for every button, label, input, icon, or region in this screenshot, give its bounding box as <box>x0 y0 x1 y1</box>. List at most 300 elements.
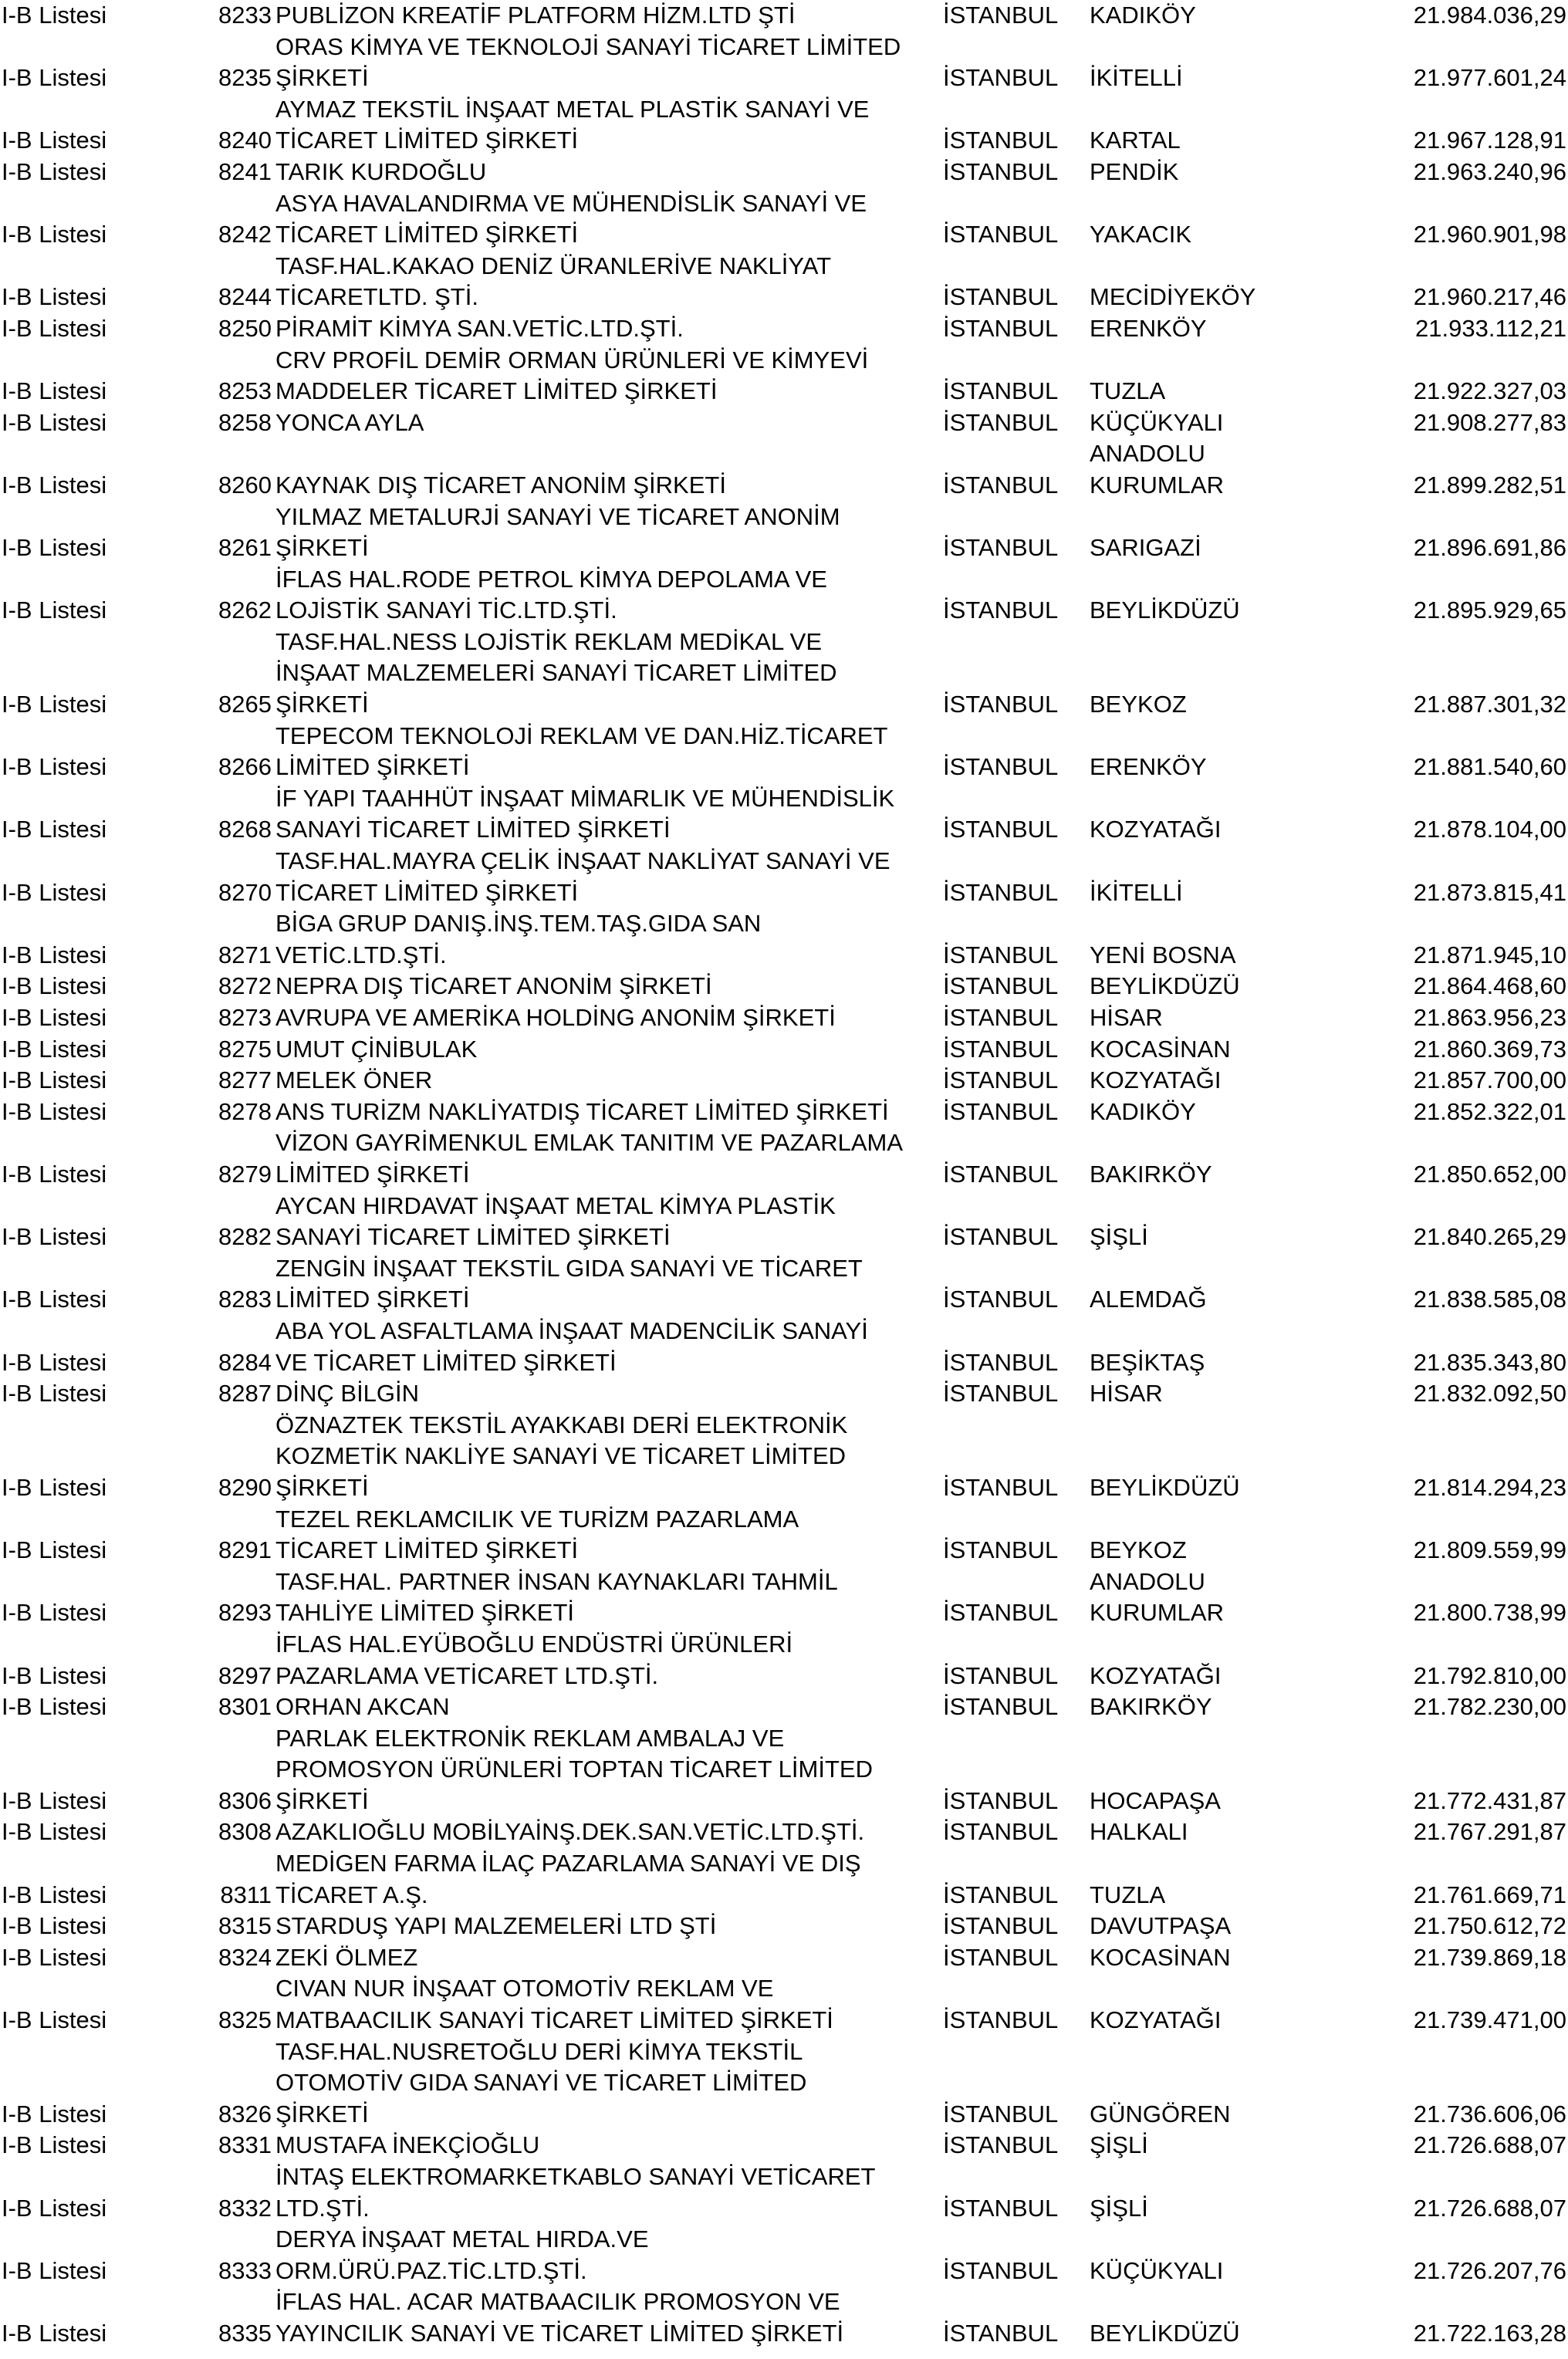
company-name-cell: STARDUŞ YAPI MALZEMELERİ LTD ŞTİ <box>275 1912 717 1940</box>
table-row <box>0 0 1568 32</box>
district-cell: KOZYATAĞI <box>1090 1661 1222 1689</box>
record-number-cell: 8235 <box>218 64 272 92</box>
amount-cell: 21.739.471,00 <box>1413 2006 1566 2034</box>
list-type-cell: I-B Listesi <box>2 691 107 718</box>
city-cell: İSTANBUL <box>943 1912 1059 1940</box>
district-cell: SARIGAZİ <box>1090 534 1201 562</box>
amount-cell: 21.960.901,98 <box>1413 221 1566 248</box>
table-row <box>0 2161 1568 2224</box>
company-name-cell: MEDİGEN FARMA İLAÇ PAZARLAMA SANAYİ VE DIŞ TİCARET A.Ş. <box>275 1850 861 1908</box>
district-cell: KOZYATAĞI <box>1090 2006 1222 2034</box>
amount-cell: 21.873.815,41 <box>1413 878 1566 906</box>
amount-cell: 21.722.163,28 <box>1413 2320 1566 2347</box>
district-cell: BEYKOZ <box>1090 1536 1187 1564</box>
company-name-cell: ZENGİN İNŞAAT TEKSTİL GIDA SANAYİ VE TİCARET LİMİTED ŞİRKETİ <box>275 1254 863 1313</box>
table-row <box>0 1723 1568 1817</box>
table-row <box>0 407 1568 439</box>
record-number-cell: 8270 <box>218 878 272 906</box>
amount-cell: 21.984.036,29 <box>1413 2 1566 29</box>
city-cell: İSTANBUL <box>943 127 1059 154</box>
company-name-cell: MUSTAFA İNEKÇİOĞLU <box>275 2131 540 2159</box>
table-row <box>0 1692 1568 1723</box>
record-number-cell: 8325 <box>218 2006 272 2034</box>
table-row <box>0 1817 1568 1848</box>
record-number-cell: 8240 <box>218 127 272 154</box>
list-type-cell: I-B Listesi <box>2 2006 107 2034</box>
list-type-cell: I-B Listesi <box>2 1818 107 1846</box>
record-number-cell: 8283 <box>218 1286 272 1313</box>
district-cell: DAVUTPAŞA <box>1090 1912 1232 1940</box>
company-name-cell: KAYNAK DIŞ TİCARET ANONİM ŞİRKETİ <box>275 471 726 498</box>
list-type-cell: I-B Listesi <box>2 283 107 311</box>
amount-cell: 21.895.929,65 <box>1413 597 1566 624</box>
company-name-cell: ORAS KİMYA VE TEKNOLOJİ SANAYİ TİCARET LİMİTED ŞİRKETİ <box>275 32 901 92</box>
record-number-cell: 8331 <box>218 2131 272 2159</box>
record-number-cell: 8253 <box>218 377 272 405</box>
company-name-cell: AZAKLIOĞLU MOBİLYAİNŞ.DEK.SAN.VETİC.LTD.ŞTİ. <box>275 1818 865 1846</box>
amount-cell: 21.835.343,80 <box>1413 1348 1566 1376</box>
amount-cell: 21.967.128,91 <box>1413 127 1566 154</box>
record-number-cell: 8244 <box>218 283 272 311</box>
district-cell: KOZYATAĞI <box>1090 816 1222 843</box>
district-cell: ALEMDAĞ <box>1090 1286 1207 1313</box>
list-type-cell: I-B Listesi <box>2 1286 107 1313</box>
company-name-cell: TASF.HAL.NESS LOJİSTİK REKLAM MEDİKAL VE İNŞAAT MALZEMELERİ SANAYİ TİCARET LİMİTED ŞİRKETİ <box>275 627 837 718</box>
amount-cell: 21.761.669,71 <box>1413 1881 1566 1908</box>
table-row <box>0 1097 1568 1128</box>
city-cell: İSTANBUL <box>943 1035 1059 1063</box>
city-cell: İSTANBUL <box>943 2006 1059 2034</box>
district-cell: BEYLİKDÜZÜ <box>1090 2320 1240 2347</box>
city-cell: İSTANBUL <box>943 2256 1059 2284</box>
amount-cell: 21.852.322,01 <box>1413 1097 1566 1125</box>
table-row <box>0 438 1568 501</box>
list-type-cell: I-B Listesi <box>2 2131 107 2159</box>
record-number-cell: 8241 <box>218 157 272 185</box>
record-number-cell: 8326 <box>218 2100 272 2127</box>
district-cell: GÜNGÖREN <box>1090 2100 1231 2127</box>
city-cell: İSTANBUL <box>943 2320 1059 2347</box>
table-row <box>0 2224 1568 2286</box>
list-type-cell: I-B Listesi <box>2 408 107 436</box>
company-name-cell: AVRUPA VE AMERİKA HOLDİNG ANONİM ŞİRKETİ <box>275 1004 836 1032</box>
list-type-cell: I-B Listesi <box>2 1223 107 1251</box>
district-cell: YAKACIK <box>1090 221 1192 248</box>
record-number-cell: 8335 <box>218 2320 272 2347</box>
company-name-cell: AYMAZ TEKSTİL İNŞAAT METAL PLASTİK SANAYİ VE TİCARET LİMİTED ŞİRKETİ <box>275 95 870 154</box>
record-number-cell: 8332 <box>218 2194 272 2222</box>
city-cell: İSTANBUL <box>943 64 1059 92</box>
district-cell: BEYLİKDÜZÜ <box>1090 1473 1240 1501</box>
record-number-cell: 8268 <box>218 816 272 843</box>
district-cell: HİSAR <box>1090 1004 1163 1032</box>
table-row <box>0 313 1568 345</box>
city-cell: İSTANBUL <box>943 1818 1059 1846</box>
amount-cell: 21.838.585,08 <box>1413 1286 1566 1313</box>
company-name-cell: ORHAN AKCAN <box>275 1693 450 1721</box>
list-type-cell: I-B Listesi <box>2 1536 107 1564</box>
table-row <box>0 1316 1568 1378</box>
amount-cell: 21.792.810,00 <box>1413 1661 1566 1689</box>
amount-cell: 21.960.217,46 <box>1413 283 1566 311</box>
amount-cell: 21.726.688,07 <box>1413 2194 1566 2222</box>
list-type-cell: I-B Listesi <box>2 597 107 624</box>
table-row <box>0 1973 1568 2036</box>
amount-cell: 21.881.540,60 <box>1413 753 1566 781</box>
record-number-cell: 8293 <box>218 1599 272 1627</box>
district-cell: BEYKOZ <box>1090 691 1187 718</box>
list-type-cell: I-B Listesi <box>2 1097 107 1125</box>
list-type-cell: I-B Listesi <box>2 1912 107 1940</box>
company-name-cell: VİZON GAYRİMENKUL EMLAK TANITIM VE PAZARLAMA LİMİTED ŞİRKETİ <box>275 1129 904 1188</box>
record-number-cell: 8297 <box>218 1661 272 1689</box>
district-cell: YENİ BOSNA <box>1090 941 1236 968</box>
table-row <box>0 2036 1568 2131</box>
district-cell: HOCAPAŞA <box>1090 1786 1221 1814</box>
amount-cell: 21.814.294,23 <box>1413 1473 1566 1501</box>
amount-cell: 21.750.612,72 <box>1413 1912 1566 1940</box>
district-cell: BEYLİKDÜZÜ <box>1090 597 1240 624</box>
amount-cell: 21.963.240,96 <box>1413 157 1566 185</box>
district-cell: KADIKÖY <box>1090 1097 1196 1125</box>
company-name-cell: DERYA İNŞAAT METAL HIRDA.VE ORM.ÜRÜ.PAZ.TİC.LTD.ŞTİ. <box>275 2226 649 2284</box>
city-cell: İSTANBUL <box>943 1881 1059 1908</box>
company-name-cell: NEPRA DIŞ TİCARET ANONİM ŞİRKETİ <box>275 972 712 1000</box>
list-type-cell: I-B Listesi <box>2 1599 107 1627</box>
company-name-cell: YILMAZ METALURJİ SANAYİ VE TİCARET ANONİM ŞİRKETİ <box>275 502 840 562</box>
amount-cell: 21.871.945,10 <box>1413 941 1566 968</box>
list-type-cell: I-B Listesi <box>2 471 107 498</box>
district-cell: ANADOLU KURUMLAR <box>1090 1567 1224 1627</box>
table-row <box>0 971 1568 1002</box>
city-cell: İSTANBUL <box>943 941 1059 968</box>
record-number-cell: 8315 <box>218 1912 272 1940</box>
company-name-cell: ABA YOL ASFALTLAMA İNŞAAT MADENCİLİK SANAYİ VE TİCARET LİMİTED ŞİRKETİ <box>275 1316 868 1376</box>
list-type-cell: I-B Listesi <box>2 534 107 562</box>
city-cell: İSTANBUL <box>943 221 1059 248</box>
district-cell: MECİDİYEKÖY <box>1090 283 1256 311</box>
record-number-cell: 8282 <box>218 1223 272 1251</box>
record-number-cell: 8301 <box>218 1693 272 1721</box>
table-row <box>0 32 1568 94</box>
amount-cell: 21.809.559,99 <box>1413 1536 1566 1564</box>
company-name-cell: BİGA GRUP DANIŞ.İNŞ.TEM.TAŞ.GIDA SAN VETİC.LTD.ŞTİ. <box>275 910 762 968</box>
amount-cell: 21.878.104,00 <box>1413 816 1566 843</box>
list-type-cell: I-B Listesi <box>2 2 107 29</box>
table-row <box>0 502 1568 564</box>
city-cell: İSTANBUL <box>943 691 1059 718</box>
amount-cell: 21.832.092,50 <box>1413 1380 1566 1408</box>
table-row <box>0 2130 1568 2161</box>
district-cell: İKİTELLİ <box>1090 64 1183 92</box>
company-name-cell: TEPECOM TEKNOLOJİ REKLAM VE DAN.HİZ.TİCARET LİMİTED ŞİRKETİ <box>275 722 888 781</box>
amount-cell: 21.860.369,73 <box>1413 1035 1566 1063</box>
company-name-cell: İNTAŞ ELEKTROMARKETKABLO SANAYİ VETİCARET LTD.ŞTİ. <box>275 2163 876 2222</box>
city-cell: İSTANBUL <box>943 314 1059 342</box>
district-cell: BAKIRKÖY <box>1090 1160 1212 1188</box>
district-cell: BEYLİKDÜZÜ <box>1090 972 1240 1000</box>
record-number-cell: 8306 <box>218 1786 272 1814</box>
list-type-cell: I-B Listesi <box>2 314 107 342</box>
amount-cell: 21.726.688,07 <box>1413 2131 1566 2159</box>
company-name-cell: İFLAS HAL.RODE PETROL KİMYA DEPOLAMA VE LOJİSTİK SANAYİ TİC.LTD.ŞTİ. <box>275 565 827 624</box>
amount-cell: 21.864.468,60 <box>1413 972 1566 1000</box>
table-row <box>0 1065 1568 1097</box>
district-cell: KÜÇÜKYALI <box>1090 2256 1224 2284</box>
record-number-cell: 8273 <box>218 1004 272 1032</box>
table-row <box>0 2286 1568 2349</box>
city-cell: İSTANBUL <box>943 1599 1059 1627</box>
table-row <box>0 1848 1568 1911</box>
city-cell: İSTANBUL <box>943 283 1059 311</box>
table-row <box>0 1378 1568 1410</box>
record-number-cell: 8333 <box>218 2256 272 2284</box>
list-type-cell: I-B Listesi <box>2 1348 107 1376</box>
table-row <box>0 1410 1568 1504</box>
list-type-cell: I-B Listesi <box>2 221 107 248</box>
company-name-cell: PUBLİZON KREATİF PLATFORM HİZM.LTD ŞTİ <box>275 2 796 29</box>
company-name-cell: PİRAMİT KİMYA SAN.VETİC.LTD.ŞTİ. <box>275 314 684 342</box>
table-row <box>0 908 1568 971</box>
company-name-cell: TARIK KURDOĞLU <box>275 157 487 185</box>
record-number-cell: 8262 <box>218 597 272 624</box>
amount-cell: 21.736.606,06 <box>1413 2100 1566 2127</box>
table-row <box>0 627 1568 721</box>
record-number-cell: 8272 <box>218 972 272 1000</box>
district-cell: KOCASİNAN <box>1090 1943 1231 1971</box>
table-row <box>0 1191 1568 1253</box>
amount-cell: 21.922.327,03 <box>1413 377 1566 405</box>
record-number-cell: 8308 <box>218 1818 272 1846</box>
district-cell: PENDİK <box>1090 157 1179 185</box>
company-name-cell: TASF.HAL. PARTNER İNSAN KAYNAKLARI TAHMİL TAHLİYE LİMİTED ŞİRKETİ <box>275 1567 838 1627</box>
city-cell: İSTANBUL <box>943 1004 1059 1032</box>
city-cell: İSTANBUL <box>943 816 1059 843</box>
company-name-cell: CRV PROFİL DEMİR ORMAN ÜRÜNLERİ VE KİMYEVİ MADDELER TİCARET LİMİTED ŞİRKETİ <box>275 346 869 405</box>
company-name-cell: PARLAK ELEKTRONİK REKLAM AMBALAJ VE PROMOSYON ÜRÜNLERİ TOPTAN TİCARET LİMİTED ŞİRKETİ <box>275 1724 873 1814</box>
record-number-cell: 8271 <box>218 941 272 968</box>
table-row <box>0 157 1568 188</box>
list-type-cell: I-B Listesi <box>2 2320 107 2347</box>
company-name-cell: TASF.HAL.KAKAO DENİZ ÜRANLERİVE NAKLİYAT TİCARETLTD. ŞTİ. <box>275 252 832 311</box>
city-cell: İSTANBUL <box>943 1286 1059 1313</box>
district-cell: ANADOLU KURUMLAR <box>1090 440 1224 498</box>
record-number-cell: 8291 <box>218 1536 272 1564</box>
table-row <box>0 721 1568 783</box>
city-cell: İSTANBUL <box>943 1943 1059 1971</box>
table-row <box>0 1127 1568 1190</box>
city-cell: İSTANBUL <box>943 2 1059 29</box>
list-type-cell: I-B Listesi <box>2 2194 107 2222</box>
city-cell: İSTANBUL <box>943 471 1059 498</box>
record-number-cell: 8260 <box>218 471 272 498</box>
amount-cell: 21.840.265,29 <box>1413 1223 1566 1251</box>
list-type-cell: I-B Listesi <box>2 1786 107 1814</box>
company-name-cell: AYCAN HIRDAVAT İNŞAAT METAL KİMYA PLASTİK SANAYİ TİCARET LİMİTED ŞİRKETİ <box>275 1191 836 1251</box>
district-cell: BEŞİKTAŞ <box>1090 1348 1205 1376</box>
record-number-cell: 8287 <box>218 1380 272 1408</box>
company-name-cell: UMUT ÇİNİBULAK <box>275 1035 478 1063</box>
company-name-cell: İF YAPI TAAHHÜT İNŞAAT MİMARLIK VE MÜHENDİSLİK SANAYİ TİCARET LİMİTED ŞİRKETİ <box>275 784 895 843</box>
list-type-cell: I-B Listesi <box>2 157 107 185</box>
list-type-cell: I-B Listesi <box>2 1004 107 1032</box>
company-name-cell: İFLAS HAL. ACAR MATBAACILIK PROMOSYON VE YAYINCILIK SANAYİ VE TİCARET LİMİTED ŞİRKETİ <box>275 2288 844 2347</box>
city-cell: İSTANBUL <box>943 1066 1059 1094</box>
city-cell: İSTANBUL <box>943 2194 1059 2222</box>
list-type-cell: I-B Listesi <box>2 1661 107 1689</box>
amount-cell: 21.767.291,87 <box>1413 1818 1566 1846</box>
table-row <box>0 564 1568 627</box>
table-row <box>0 1504 1568 1566</box>
district-cell: TUZLA <box>1090 1881 1166 1908</box>
city-cell: İSTANBUL <box>943 2100 1059 2127</box>
list-type-cell: I-B Listesi <box>2 972 107 1000</box>
list-type-cell: I-B Listesi <box>2 878 107 906</box>
list-type-cell: I-B Listesi <box>2 1693 107 1721</box>
amount-cell: 21.772.431,87 <box>1413 1786 1566 1814</box>
city-cell: İSTANBUL <box>943 1097 1059 1125</box>
company-name-cell: ASYA HAVALANDIRMA VE MÜHENDİSLİK SANAYİ VE TİCARET LİMİTED ŞİRKETİ <box>275 189 867 248</box>
list-type-cell: I-B Listesi <box>2 377 107 405</box>
list-type-cell: I-B Listesi <box>2 1066 107 1094</box>
city-cell: İSTANBUL <box>943 1160 1059 1188</box>
record-number-cell: 8278 <box>218 1097 272 1125</box>
list-type-cell: I-B Listesi <box>2 941 107 968</box>
company-name-cell: DİNÇ BİLGİN <box>275 1380 420 1408</box>
city-cell: İSTANBUL <box>943 2131 1059 2159</box>
table-row <box>0 1629 1568 1692</box>
district-cell: KOCASİNAN <box>1090 1035 1231 1063</box>
district-cell: ERENKÖY <box>1090 314 1207 342</box>
amount-cell: 21.863.956,23 <box>1413 1004 1566 1032</box>
city-cell: İSTANBUL <box>943 1348 1059 1376</box>
list-type-cell: I-B Listesi <box>2 753 107 781</box>
company-name-cell: YONCA AYLA <box>275 408 424 436</box>
amount-cell: 21.739.869,18 <box>1413 1943 1566 1971</box>
list-type-cell: I-B Listesi <box>2 1160 107 1188</box>
list-type-cell: I-B Listesi <box>2 1943 107 1971</box>
company-name-cell: TASF.HAL.NUSRETOĞLU DERİ KİMYA TEKSTİL OTOMOTİV GIDA SANAYİ VE TİCARET LİMİTED ŞİRKETİ <box>275 2037 807 2127</box>
city-cell: İSTANBUL <box>943 753 1059 781</box>
record-number-cell: 8233 <box>218 2 272 29</box>
district-cell: ERENKÖY <box>1090 753 1207 781</box>
amount-cell: 21.899.282,51 <box>1413 471 1566 498</box>
table-row <box>0 1566 1568 1629</box>
table-row <box>0 846 1568 908</box>
company-name-cell: TASF.HAL.MAYRA ÇELİK İNŞAAT NAKLİYAT SANAYİ VE TİCARET LİMİTED ŞİRKETİ <box>275 847 890 906</box>
company-name-cell: ZEKİ ÖLMEZ <box>275 1943 418 1971</box>
amount-cell: 21.726.207,76 <box>1413 2256 1566 2284</box>
list-type-cell: I-B Listesi <box>2 816 107 843</box>
record-number-cell: 8250 <box>218 314 272 342</box>
table-row <box>0 188 1568 251</box>
amount-cell: 21.908.277,83 <box>1413 408 1566 436</box>
table-row <box>0 1942 1568 1974</box>
record-number-cell: 8324 <box>218 1943 272 1971</box>
district-cell: ŞİŞLİ <box>1090 2194 1148 2222</box>
city-cell: İSTANBUL <box>943 597 1059 624</box>
amount-cell: 21.800.738,99 <box>1413 1599 1566 1627</box>
record-number-cell: 8261 <box>218 534 272 562</box>
district-cell: ŞİŞLİ <box>1090 1223 1148 1251</box>
company-name-cell: ÖZNAZTEK TEKSTİL AYAKKABI DERİ ELEKTRONİK KOZMETİK NAKLİYE SANAYİ VE TİCARET LİMİTED ŞİRKETİ <box>275 1411 848 1501</box>
district-cell: BAKIRKÖY <box>1090 1693 1212 1721</box>
district-cell: ŞİŞLİ <box>1090 2131 1148 2159</box>
city-cell: İSTANBUL <box>943 1786 1059 1814</box>
district-cell: KARTAL <box>1090 127 1181 154</box>
record-number-cell: 8266 <box>218 753 272 781</box>
district-cell: HİSAR <box>1090 1380 1163 1408</box>
table-row <box>0 1002 1568 1034</box>
amount-cell: 21.887.301,32 <box>1413 691 1566 718</box>
district-cell: KOZYATAĞI <box>1090 1066 1222 1094</box>
table-row <box>0 1253 1568 1316</box>
district-cell: TUZLA <box>1090 377 1166 405</box>
record-number-cell: 8290 <box>218 1473 272 1501</box>
city-cell: İSTANBUL <box>943 1693 1059 1721</box>
list-type-cell: I-B Listesi <box>2 1380 107 1408</box>
list-type-cell: I-B Listesi <box>2 1035 107 1063</box>
amount-cell: 21.977.601,24 <box>1413 64 1566 92</box>
city-cell: İSTANBUL <box>943 1536 1059 1564</box>
company-name-cell: CIVAN NUR İNŞAAT OTOMOTİV REKLAM VE MATBAACILIK SANAYİ TİCARET LİMİTED ŞİRKETİ <box>275 1975 833 2034</box>
city-cell: İSTANBUL <box>943 1473 1059 1501</box>
city-cell: İSTANBUL <box>943 972 1059 1000</box>
record-number-cell: 8279 <box>218 1160 272 1188</box>
district-cell: KÜÇÜKYALI <box>1090 408 1224 436</box>
table-row <box>0 251 1568 313</box>
city-cell: İSTANBUL <box>943 1380 1059 1408</box>
list-type-cell: I-B Listesi <box>2 1881 107 1908</box>
record-number-cell: 8258 <box>218 408 272 436</box>
city-cell: İSTANBUL <box>943 878 1059 906</box>
table-row <box>0 1911 1568 1942</box>
record-number-cell: 8311 <box>220 1881 272 1908</box>
list-type-cell: I-B Listesi <box>2 1473 107 1501</box>
city-cell: İSTANBUL <box>943 1223 1059 1251</box>
list-type-cell: I-B Listesi <box>2 2256 107 2284</box>
company-name-cell: TEZEL REKLAMCILIK VE TURİZM PAZARLAMA TİCARET LİMİTED ŞİRKETİ <box>275 1505 799 1564</box>
record-number-cell: 8277 <box>218 1066 272 1094</box>
district-cell: HALKALI <box>1090 1818 1188 1846</box>
list-type-cell: I-B Listesi <box>2 2100 107 2127</box>
amount-cell: 21.850.652,00 <box>1413 1160 1566 1188</box>
city-cell: İSTANBUL <box>943 408 1059 436</box>
city-cell: İSTANBUL <box>943 377 1059 405</box>
amount-cell: 21.782.230,00 <box>1413 1693 1566 1721</box>
company-name-cell: MELEK ÖNER <box>275 1066 433 1094</box>
table-row <box>0 783 1568 846</box>
city-cell: İSTANBUL <box>943 534 1059 562</box>
record-number-cell: 8242 <box>218 221 272 248</box>
table-row <box>0 345 1568 407</box>
record-number-cell: 8284 <box>218 1348 272 1376</box>
amount-cell: 21.933.112,21 <box>1415 314 1566 342</box>
table-row <box>0 1034 1568 1066</box>
city-cell: İSTANBUL <box>943 1661 1059 1689</box>
record-number-cell: 8275 <box>218 1035 272 1063</box>
table-row <box>0 94 1568 157</box>
amount-cell: 21.896.691,86 <box>1413 534 1566 562</box>
company-name-cell: İFLAS HAL.EYÜBOĞLU ENDÜSTRİ ÜRÜNLERİ PAZARLAMA VETİCARET LTD.ŞTİ. <box>275 1630 793 1689</box>
city-cell: İSTANBUL <box>943 157 1059 185</box>
amount-cell: 21.857.700,00 <box>1413 1066 1566 1094</box>
record-number-cell: 8265 <box>218 691 272 718</box>
district-cell: KADIKÖY <box>1090 2 1196 29</box>
list-type-cell: I-B Listesi <box>2 64 107 92</box>
district-cell: İKİTELLİ <box>1090 878 1183 906</box>
list-type-cell: I-B Listesi <box>2 127 107 154</box>
